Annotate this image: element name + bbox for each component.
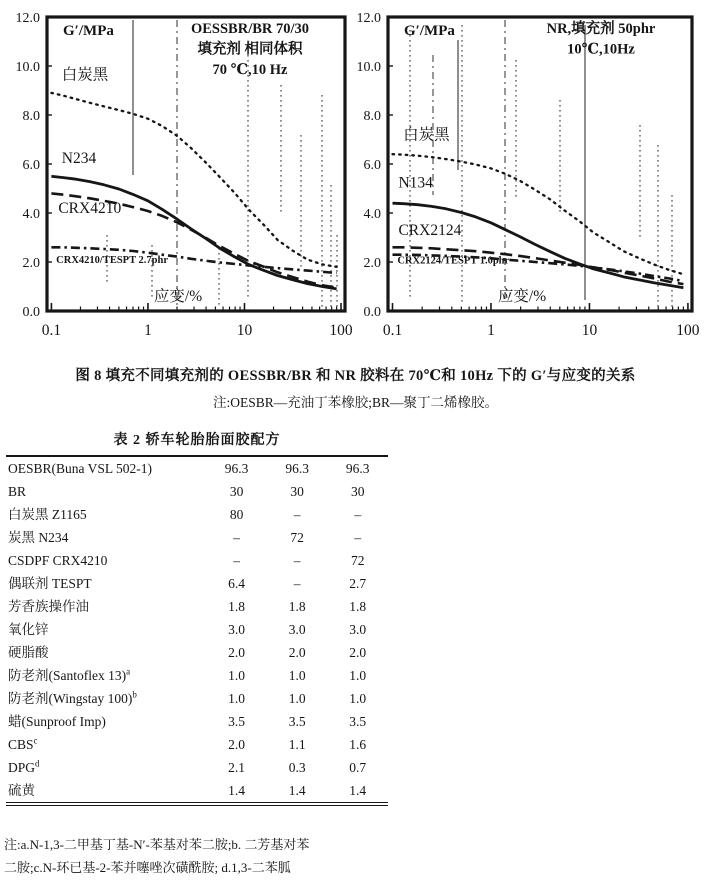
svg-text:6.0: 6.0 [22,158,40,173]
ingredient-value: 96.3 [345,461,370,476]
ingredient-value: – [233,530,240,545]
ingredient-value: 30 [350,484,365,499]
svg-text:12.0: 12.0 [15,11,40,26]
ingredient-label: BR [8,484,27,499]
ingredient-label: CBS$^c$ [8,735,38,752]
figure-8-charts [0,0,711,346]
ingredient-label: 偶联剂 TESPT [8,576,92,591]
ingredient-value: 2.0 [228,737,246,752]
ingredient-label: 白炭黑 Z1165 [8,507,87,522]
svg-text:NR,填充剂 50phr: NR,填充剂 50phr [546,21,656,37]
ingredient-label: OESBR(Buna VSL 502-1) [8,461,153,476]
ingredient-value: 3.5 [228,714,246,729]
ingredient-value: 3.0 [228,622,246,637]
ingredient-label: 防老剂(Wingstay 100)$^b$ [8,689,137,706]
ingredient-value: – [293,507,301,522]
ingredient-value: 30 [290,484,304,499]
ingredient-value: 1.8 [228,599,246,614]
ingredient-label: CSDPF CRX4210 [8,553,108,568]
ingredient-label: 硬脂酸 [8,645,49,660]
table-row [6,618,388,641]
ingredient-value: – [293,576,301,591]
table-row [6,710,388,733]
table-title: 表 2 轿车轮胎胎面胶配方 [113,433,281,448]
svg-text:CRX4210/TESPT 2.7phr: CRX4210/TESPT 2.7phr [56,255,169,267]
footnote-line-1: 注:a.N-1,3-二甲基丁基-N′-苯基对苯二胺;b. 二芳基对苯 [4,837,310,852]
ingredient-value: – [354,507,362,522]
svg-text:10.0: 10.0 [15,60,40,75]
ingredient-label: DPG$^d$ [8,758,40,775]
table-row [6,595,388,618]
svg-text:0.0: 0.0 [22,305,40,320]
ingredient-value: 1.0 [349,668,367,683]
svg-text:6.0: 6.0 [363,158,381,173]
ingredient-value: 1.0 [228,668,246,683]
svg-text:2.0: 2.0 [22,256,40,271]
ingredient-value: 1.4 [349,783,367,798]
svg-text:1: 1 [144,322,152,339]
ingredient-value: 1.0 [228,691,246,706]
table-row [6,503,388,526]
figure-caption: 图 8 填充不同填充剂的 OESSBR/BR 和 NR 胶料在 70℃和 10Hz 下的 G′与应变的关系 [75,368,636,384]
table-footnote [4,833,384,879]
ingredient-value: 6.4 [228,576,246,591]
ingredient-value: – [233,553,240,568]
ingredient-value: 0.3 [288,760,306,775]
svg-text:2.0: 2.0 [363,256,381,271]
svg-text:8.0: 8.0 [363,109,381,124]
svg-text:4.0: 4.0 [22,207,40,222]
svg-text:8.0: 8.0 [22,109,40,124]
svg-text:填充剂 相同体积: 填充剂 相同体积 [197,41,303,58]
footnote-line-2: 二胺;c.N-环已基-2-苯并噻唑次磺酰胺; d.1,3-二苯胍 [4,860,291,875]
svg-text:100: 100 [676,322,700,339]
ingredient-value: 1.8 [288,599,306,614]
svg-text:10℃,10Hz: 10℃,10Hz [567,41,635,58]
ingredient-value: 0.7 [349,760,367,775]
svg-text:N234: N234 [61,149,97,167]
table-row [6,572,388,595]
svg-text:CRX2124/TESPT 1.0phr: CRX2124/TESPT 1.0phr [397,255,510,267]
ingredient-value: 1.1 [288,737,306,752]
ingredient-value: 3.0 [349,622,367,637]
ingredient-value: 2.0 [228,645,246,660]
ingredient-label: 蜡(Sunproof Imp) [8,714,106,729]
svg-text:10: 10 [581,322,598,339]
ingredient-value: 30 [229,484,244,499]
ingredient-label: 氧化锌 [8,622,49,637]
svg-text:白炭黑: 白炭黑 [61,66,109,84]
svg-text:1: 1 [487,322,495,339]
svg-text:应变/%: 应变/% [153,288,203,305]
ingredient-value: 3.5 [349,714,367,729]
svg-text:应变/%: 应变/% [497,288,547,305]
ingredient-value: 2.1 [228,760,246,775]
svg-text:70 ℃,10 Hz: 70 ℃,10 Hz [212,62,288,78]
table-row [6,456,388,480]
chart-left [0,0,356,346]
svg-text:CRX4210: CRX4210 [58,200,122,217]
table-row [6,526,388,549]
svg-text:N134: N134 [398,174,433,192]
ingredient-label: 芳香族操作油 [8,599,89,614]
ingredient-label: 硫黄 [8,783,35,798]
ingredient-value: 72 [350,553,365,568]
svg-text:10: 10 [236,322,253,339]
ingredient-value: 1.4 [288,783,306,798]
ingredient-value: 3.0 [288,622,306,637]
svg-text:12.0: 12.0 [356,11,381,26]
svg-text:G′/MPa: G′/MPa [404,23,455,39]
chart-right [345,0,711,346]
ingredient-value: 96.3 [224,461,249,476]
ingredient-value: 2.7 [349,576,367,591]
svg-text:OESSBR/BR 70/30: OESSBR/BR 70/30 [190,21,310,37]
ingredient-value: – [354,530,362,545]
ingredient-value: 72 [290,530,304,545]
ingredient-value: 1.0 [288,668,306,683]
ingredient-label: 炭黑 N234 [8,530,69,545]
table-row [6,756,388,779]
svg-text:0.1: 0.1 [382,322,403,339]
figure-caption-note: 注:OESBR—充油丁苯橡胶;BR—聚丁二烯橡胶。 [212,395,499,410]
svg-text:10.0: 10.0 [356,60,381,75]
svg-text:CRX2124: CRX2124 [398,222,462,240]
formulation-table [6,455,388,806]
svg-text:白炭黑: 白炭黑 [403,126,450,144]
table-row [6,549,388,572]
ingredient-value: 80 [229,507,244,522]
svg-text:100: 100 [329,322,353,339]
ingredient-value: 2.0 [349,645,367,660]
ingredient-value: 2.0 [288,645,306,660]
formulation-table-grid [6,455,388,806]
ingredient-value: 1.0 [349,691,367,706]
table-row [6,480,388,503]
svg-text:G′/MPa: G′/MPa [63,23,114,39]
table-row [6,733,388,756]
svg-text:0.0: 0.0 [363,305,381,320]
ingredient-label: 防老剂(Santoflex 13)$^a$ [8,666,131,683]
table-row [6,687,388,710]
svg-text:0.1: 0.1 [41,322,62,339]
table-row [6,779,388,804]
ingredient-value: 1.4 [228,783,246,798]
ingredient-value: – [293,553,301,568]
ingredient-value: 3.5 [288,714,306,729]
table-row [6,641,388,664]
ingredient-value: 1.0 [288,691,306,706]
svg-text:4.0: 4.0 [363,207,381,222]
ingredient-value: 1.8 [349,599,367,614]
table-row [6,664,388,687]
ingredient-value: 96.3 [285,461,309,476]
ingredient-value: 1.6 [349,737,367,752]
